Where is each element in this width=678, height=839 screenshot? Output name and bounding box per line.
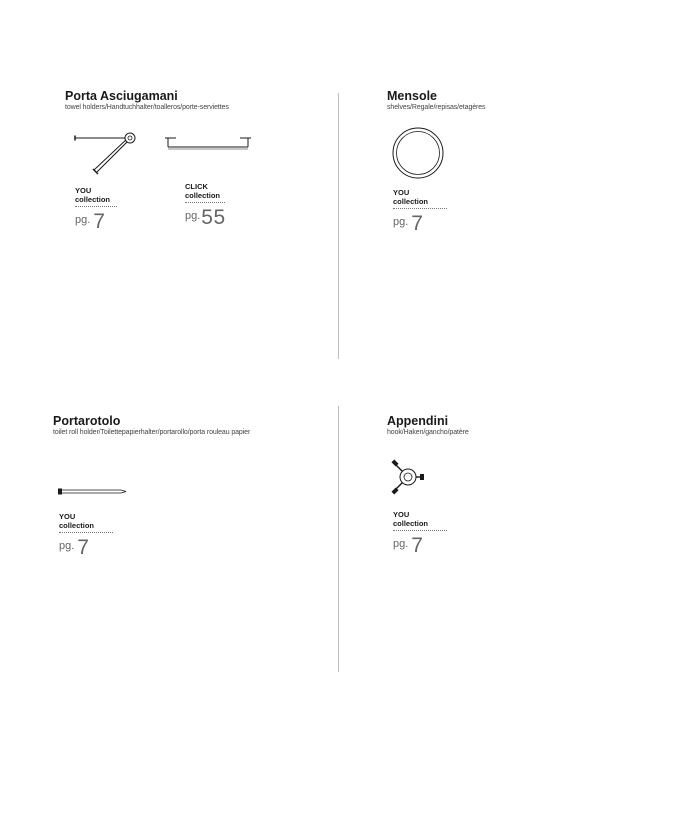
section-subtitle: toilet roll holder/Toilettepapierhalter/portarollo/porta rouleau papier: [53, 429, 251, 436]
dotted-separator: [393, 530, 447, 531]
dotted-separator: [185, 202, 225, 203]
collection-name: CLICK: [185, 182, 208, 191]
toilet-roll-holder-icon: [57, 487, 129, 497]
hook-icon: [388, 458, 428, 498]
collection-word: collection: [185, 191, 221, 200]
section-shelves: [387, 89, 485, 112]
section-subtitle: hook/Haken/gancho/patère: [387, 429, 469, 436]
product-click-towel[interactable]: [185, 182, 225, 231]
product-you-hook[interactable]: [393, 510, 447, 559]
section-subtitle: towel holders/Handtuchhalter/toalleros/porte-serviettes: [65, 104, 229, 111]
section-title: Mensole: [387, 89, 438, 103]
vertical-divider-bottom: [338, 406, 339, 672]
page-number: 7: [411, 212, 424, 235]
product-you-shelf[interactable]: [393, 188, 447, 237]
section-towel-holders: [65, 89, 229, 112]
collection-name: YOU: [393, 188, 410, 197]
section-toilet-roll-holder: [53, 414, 250, 437]
section-title: Appendini: [387, 414, 449, 428]
page-number: 7: [411, 534, 424, 557]
page-reference: [393, 211, 447, 237]
collection-word: collection: [393, 197, 429, 206]
dotted-separator: [75, 206, 117, 207]
vertical-divider-top: [338, 93, 339, 359]
page-reference: [59, 535, 113, 561]
product-you-towel[interactable]: [75, 186, 117, 235]
section-subtitle: shelves/Regale/repisas/etagères: [387, 104, 486, 111]
round-shelf-icon: [392, 127, 446, 181]
page-label: pg.: [393, 216, 409, 228]
collection-name: YOU: [393, 510, 410, 519]
page-number: 7: [77, 536, 90, 559]
towel-arm-icon: [72, 132, 142, 178]
page-reference: [75, 209, 117, 235]
page-label: pg.: [185, 210, 201, 222]
collection-name: YOU: [75, 186, 92, 195]
collection-name: YOU: [59, 512, 76, 521]
dotted-separator: [393, 208, 447, 209]
page-label: pg.: [75, 214, 91, 226]
collection-word: collection: [393, 519, 429, 528]
towel-bar-icon: [164, 136, 254, 152]
section-title: Porta Asciugamani: [65, 89, 178, 103]
page-reference: [393, 533, 447, 559]
section-title: Portarotolo: [53, 414, 121, 428]
collection-word: collection: [59, 521, 95, 530]
collection-word: collection: [75, 195, 111, 204]
page-label: pg.: [59, 540, 75, 552]
dotted-separator: [59, 532, 113, 533]
page-reference: [185, 205, 225, 231]
section-hooks: [387, 414, 469, 437]
page-number: 55: [201, 206, 226, 229]
page-label: pg.: [393, 538, 409, 550]
page-number: 7: [93, 210, 106, 233]
product-you-toilet-roll[interactable]: [59, 512, 113, 561]
